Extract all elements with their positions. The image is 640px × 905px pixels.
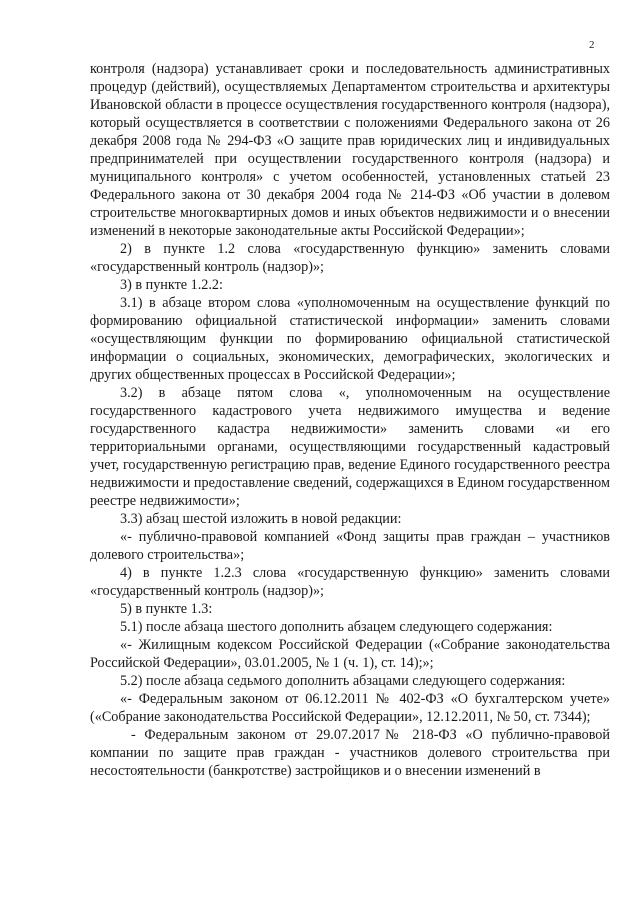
paragraph-item-3-3: 3.3) абзац шестой изложить в новой редакции:: [120, 511, 402, 527]
paragraph-quote-housing-code: «- Жилищным кодексом Российской Федерации («Собрание законодательства Российской Федерации», 03.01.2005, № 1 (ч. 1), ст. 14);»;: [90, 637, 610, 671]
page-number: 2: [589, 39, 595, 51]
paragraph-item-5-2: 5.2) после абзаца седьмого дополнить абзацами следующего содержания:: [120, 673, 566, 689]
paragraph-item-3-2: 3.2) в абзаце пятом слова «, уполномоченным на осуществление государственного кадастрового учета недвижимого имущества и ведение государственного кадастра недвижимости» заменить словами «и его территориальными органами, осуществляющими государственный кадастровый учет, государственную регистрацию прав, ведение Единого государственного реестра недвижимости и предоставление сведений, содержащихся в Едином государственном реестре недвижимости»;: [90, 385, 610, 509]
paragraph-item-5: 5) в пункте 1.3:: [120, 601, 213, 617]
paragraph-item-4: 4) в пункте 1.2.3 слова «государственную функцию» заменить словами «государственный контроль (надзор)»;: [90, 565, 610, 599]
paragraph-item-3-1: 3.1) в абзаце втором слова «уполномоченным на осуществление функций по формированию официальной статистической информации» заменить словами «осуществляющим функции по формированию официальной статистической информации о социальных, экономических, демографических, экологических и других общественных процессах в Российской Федерации»;: [90, 295, 610, 383]
paragraph-quote-accounting-law: «- Федеральным законом от 06.12.2011 № 402-ФЗ «О бухгалтерском учете» («Собрание законодательства Российской Федерации», 12.12.2011, № 50, ст. 7344);: [90, 691, 610, 725]
paragraph-item-3: 3) в пункте 1.2.2:: [120, 277, 223, 293]
paragraph-quote-fund: «- публично-правовой компанией «Фонд защиты прав граждан – участников долевого строительства»;: [90, 529, 610, 563]
paragraph-continuation: контроля (надзора) устанавливает сроки и последовательность административных процедур (действий), осуществляемых Департаментом строительства и архитектуры Ивановской области в процессе осуществления государственного контроля (надзора), который осуществляется в соответствии с положениями Федерального закона от 26 декабря 2008 года № 294-ФЗ «О защите прав юридических лиц и индивидуальных предпринимателей при осуществлении государственного контроля (надзора) и муниципального контроля» с учетом особенностей, установленных статьей 23 Федерального закона от 30 декабря 2004 года № 214-ФЗ «Об участии в долевом строительстве многоквартирных домов и иных объектов недвижимости и о внесении изменений в некоторые законодательные акты Российской Федерации»;: [90, 61, 610, 239]
paragraph-item-2: 2) в пункте 1.2 слова «государственную функцию» заменить словами «государственный контроль (надзор)»;: [90, 241, 610, 275]
paragraph-item-5-1: 5.1) после абзаца шестого дополнить абзацем следующего содержания:: [120, 619, 553, 635]
paragraph-quote-public-company-law: - Федеральным законом от 29.07.2017№ 218-ФЗ «О публично-правовой компании по защите прав граждан - участников долевого строительства при несостоятельности (банкротстве) застройщиков и о внесении изменений в: [90, 727, 610, 779]
document-body: [90, 60, 610, 780]
